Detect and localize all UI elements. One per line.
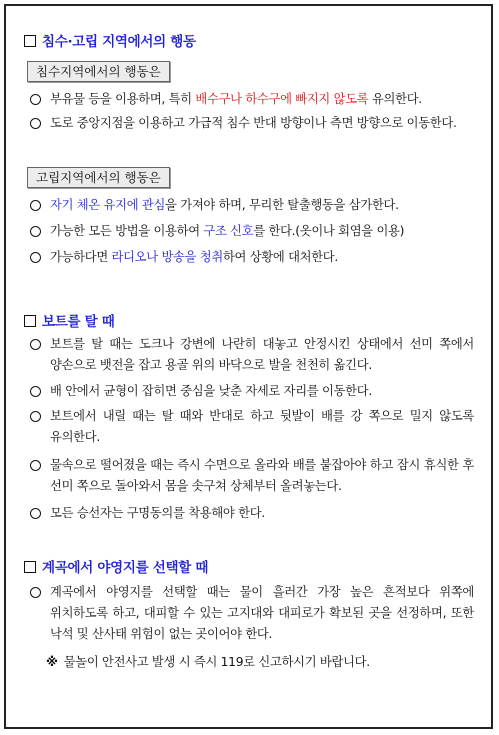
- list-item: 물속으로 떨어졌을 때는 즉시 수면으로 올라와 배를 붙잡아야 하고 잠시 휴식한 후 선미 쪽으로 돌아와서 몸을 솟구쳐 상체부터 올려놓는다.: [30, 455, 474, 497]
- section-heading-boat: 보트를 탈 때: [24, 310, 115, 330]
- emergency-note: ※ 물놀이 안전사고 발생 시 즉시 119로 신고하시기 바랍니다.: [46, 655, 370, 669]
- checkbox-square-icon: [24, 315, 36, 327]
- list-item: 배 안에서 균형이 잡히면 중심을 낮춘 자세로 자리를 이동한다.: [30, 381, 474, 402]
- circle-bullet-icon: [30, 386, 41, 397]
- circle-bullet-icon: [30, 587, 41, 598]
- list-item: 도로 중앙지점을 이용하고 가급적 침수 반대 방향이나 측면 방향으로 이동한다.: [30, 113, 474, 134]
- circle-bullet-icon: [30, 118, 41, 129]
- list-item: 보트를 탈 때는 도크나 강변에 나란히 대놓고 안정시킨 상태에서 선미 쪽에서 양손으로 뱃전을 잡고 용골 위의 바닥으로 발을 천천히 옮긴다.: [30, 334, 474, 376]
- list-item: 계곡에서 야영지를 선택할 때는 물이 흘러간 가장 높은 흔적보다 위쪽에 위치하도록 하고, 대피할 수 있는 고지대와 대피로가 확보된 곳을 선정하며, 또한 낙석 및 산사태 위험이 없는 곳이어야 한다.: [30, 582, 474, 645]
- subheading-isolated-area: 고립지역에서의 행동은: [27, 167, 170, 188]
- circle-bullet-icon: [30, 460, 41, 471]
- circle-bullet-icon: [30, 411, 41, 422]
- section-heading-flood: 침수·고립 지역에서의 행동: [24, 30, 196, 50]
- subheading-flooded-area: 침수지역에서의 행동은: [27, 61, 170, 82]
- circle-bullet-icon: [30, 226, 41, 237]
- circle-bullet-icon: [30, 252, 41, 263]
- checkbox-square-icon: [24, 35, 36, 47]
- section-heading-campsite: 계곡에서 야영지를 선택할 때: [24, 556, 208, 576]
- circle-bullet-icon: [30, 339, 41, 350]
- list-item: 부유물 등을 이용하며, 특히 배수구나 하수구에 빠지지 않도록 유의한다.: [30, 89, 474, 110]
- list-item: 모든 승선자는 구명동의를 착용해야 한다.: [30, 503, 474, 524]
- list-item: 가능한 모든 방법을 이용하여 구조 신호를 한다.(옷이나 회염을 이용): [30, 221, 474, 242]
- list-item: 가능하다면 라디오나 방송을 청취하여 상황에 대처한다.: [30, 247, 474, 268]
- circle-bullet-icon: [30, 508, 41, 519]
- circle-bullet-icon: [30, 200, 41, 211]
- checkbox-square-icon: [24, 561, 36, 573]
- list-item: 보트에서 내릴 때는 탈 때와 반대로 하고 뒷발이 배를 강 쪽으로 밀지 않도록 유의한다.: [30, 406, 474, 448]
- list-item: 자기 체온 유지에 관심을 가져야 하며, 무리한 탈출행동을 삼가한다.: [30, 195, 474, 216]
- circle-bullet-icon: [30, 94, 41, 105]
